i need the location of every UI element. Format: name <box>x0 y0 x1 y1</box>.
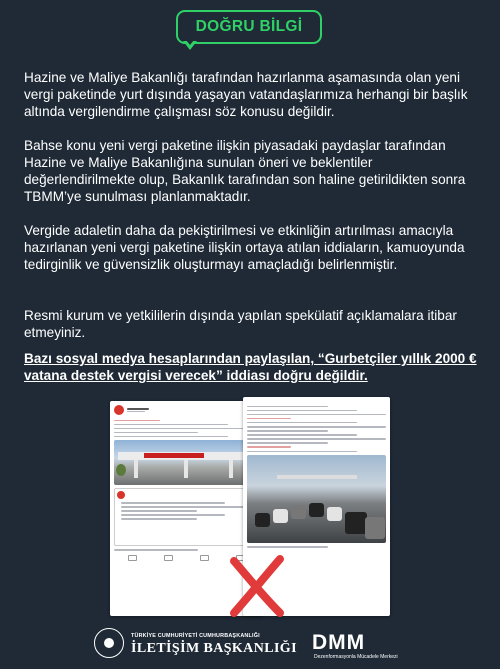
tweet-line <box>114 428 258 430</box>
car <box>345 512 367 534</box>
tweet-header <box>110 401 262 417</box>
gate-banner <box>277 475 357 479</box>
post-line <box>247 451 357 453</box>
car <box>309 503 324 517</box>
tweet-author-name <box>127 408 149 410</box>
tweet-line <box>114 436 228 438</box>
dmm-subtitle: Dezenformasyonla Mücadele Merkezi <box>314 654 398 660</box>
paragraph-1: Hazine ve Maliye Bakanlığı tarafından hazırlanma aşamasında olan yeni vergi paketinde yurt dışında yaşayan vatandaşlarımıza herhangi bir başlık altında vergilendirme çalışması söz konusu değildir. <box>24 70 468 119</box>
post-line <box>247 546 328 548</box>
quoted-tweet <box>114 488 258 546</box>
post-line <box>247 414 386 416</box>
car <box>273 509 288 523</box>
org-subtitle: TÜRKİYE CUMHURİYETİ CUMHURBAŞKANLIĞI <box>131 633 260 639</box>
post-line <box>247 434 357 436</box>
tweet-line <box>121 502 225 504</box>
reply-icon <box>128 555 137 561</box>
tweet-author-handle <box>127 411 145 413</box>
post-line <box>247 438 386 440</box>
post-line <box>247 446 291 448</box>
like-icon <box>200 555 209 561</box>
post-spacer <box>243 397 390 403</box>
tweet-line <box>121 518 197 520</box>
post-line <box>247 418 291 420</box>
paragraph-4: Resmi kurum ve yetkililerin dışında yapılan spekülatif açıklamalara itibar etmeyiniz. <box>24 308 457 340</box>
car <box>327 507 342 521</box>
dogru-bilgi-badge <box>176 10 322 44</box>
post-line <box>247 406 328 408</box>
org-title: İLETİŞİM BAŞKANLIĞI <box>131 641 297 656</box>
avatar <box>114 405 124 415</box>
tweet-line <box>114 432 198 434</box>
post-line <box>247 442 328 444</box>
seal-center <box>104 638 114 648</box>
tweet-line <box>121 506 251 508</box>
claim-screenshots-collage <box>110 397 390 616</box>
gate-pillar <box>229 460 233 478</box>
tweet-line <box>114 549 198 551</box>
car <box>255 513 270 527</box>
gate-sign <box>144 453 204 458</box>
paragraph-2: Bahse konu yeni vergi paketine ilişkin piyasadaki paydaşlar tarafından Hazine ve Maliye Bakanlığına sunulan öneri ve beklentiler değerlendirilmekte olup, Bakanlık tarafından son haline getirildikten sonra TBMM’ye sunulması planlanmaktadır. <box>24 138 466 204</box>
border-traffic-photo <box>247 455 386 543</box>
tree <box>116 464 126 476</box>
tweet-line <box>114 420 160 422</box>
gate-pillar <box>134 460 138 478</box>
post-line <box>247 422 357 424</box>
avatar <box>117 491 125 499</box>
false-claim-statement: Bazı sosyal medya hesaplarından paylaşılan, “Gurbetçiler yıllık 2000 € vatana destek vergisi verecek” iddiası doğru değildir. <box>24 351 477 383</box>
badge-label: DOĞRU BİLGİ <box>195 18 303 35</box>
cross-mark-icon <box>228 555 286 617</box>
car <box>365 517 385 539</box>
post-line <box>247 426 386 428</box>
border-gate-photo <box>114 440 258 485</box>
post-line <box>247 430 328 432</box>
tweet-line <box>121 514 225 516</box>
post-line <box>247 410 357 412</box>
paragraph-3: Vergide adaletin daha da pekiştirilmesi ve etkinliğin artırılması amacıyla hazırlanan yeni vergi paketine ilişkin ortaya atılan iddiaların, kamuoyunda tedirginlik ve güvensizlik oluşturmayı amaçladığı belirlenmiştir. <box>24 223 465 272</box>
badge-tail-inner <box>186 40 194 45</box>
tweet-line <box>121 510 197 512</box>
retweet-icon <box>164 555 173 561</box>
car <box>291 505 306 519</box>
gate-pillar <box>184 460 188 478</box>
tweet-line <box>114 424 228 426</box>
dmm-logo: DMM <box>312 631 366 654</box>
